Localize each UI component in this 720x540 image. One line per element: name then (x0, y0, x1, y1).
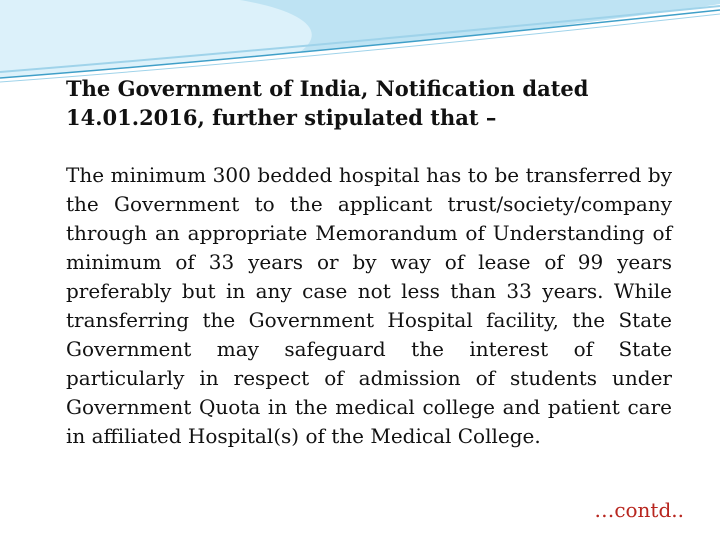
continuation-marker: …contd.. (594, 498, 684, 522)
body-paragraph: The minimum 300 bedded hospital has to be transferred by the Government to the applicant trust/society/company through an appropriate Memorandum of Understanding of minimum of 33 years or by way of lease of 99 years preferably but in any case not less than 33 years. While transferring the Government Hospital facility, the State Government may safeguard the interest of State particularly in respect of admission of students under Government Quota in the medical college and patient care in affiliated Hospital(s) of the Medical College. (66, 163, 672, 448)
slide-heading: The Government of India, Notification dated 14.01.2016, further stipulated that – (66, 76, 589, 130)
slide-content (66, 74, 672, 451)
